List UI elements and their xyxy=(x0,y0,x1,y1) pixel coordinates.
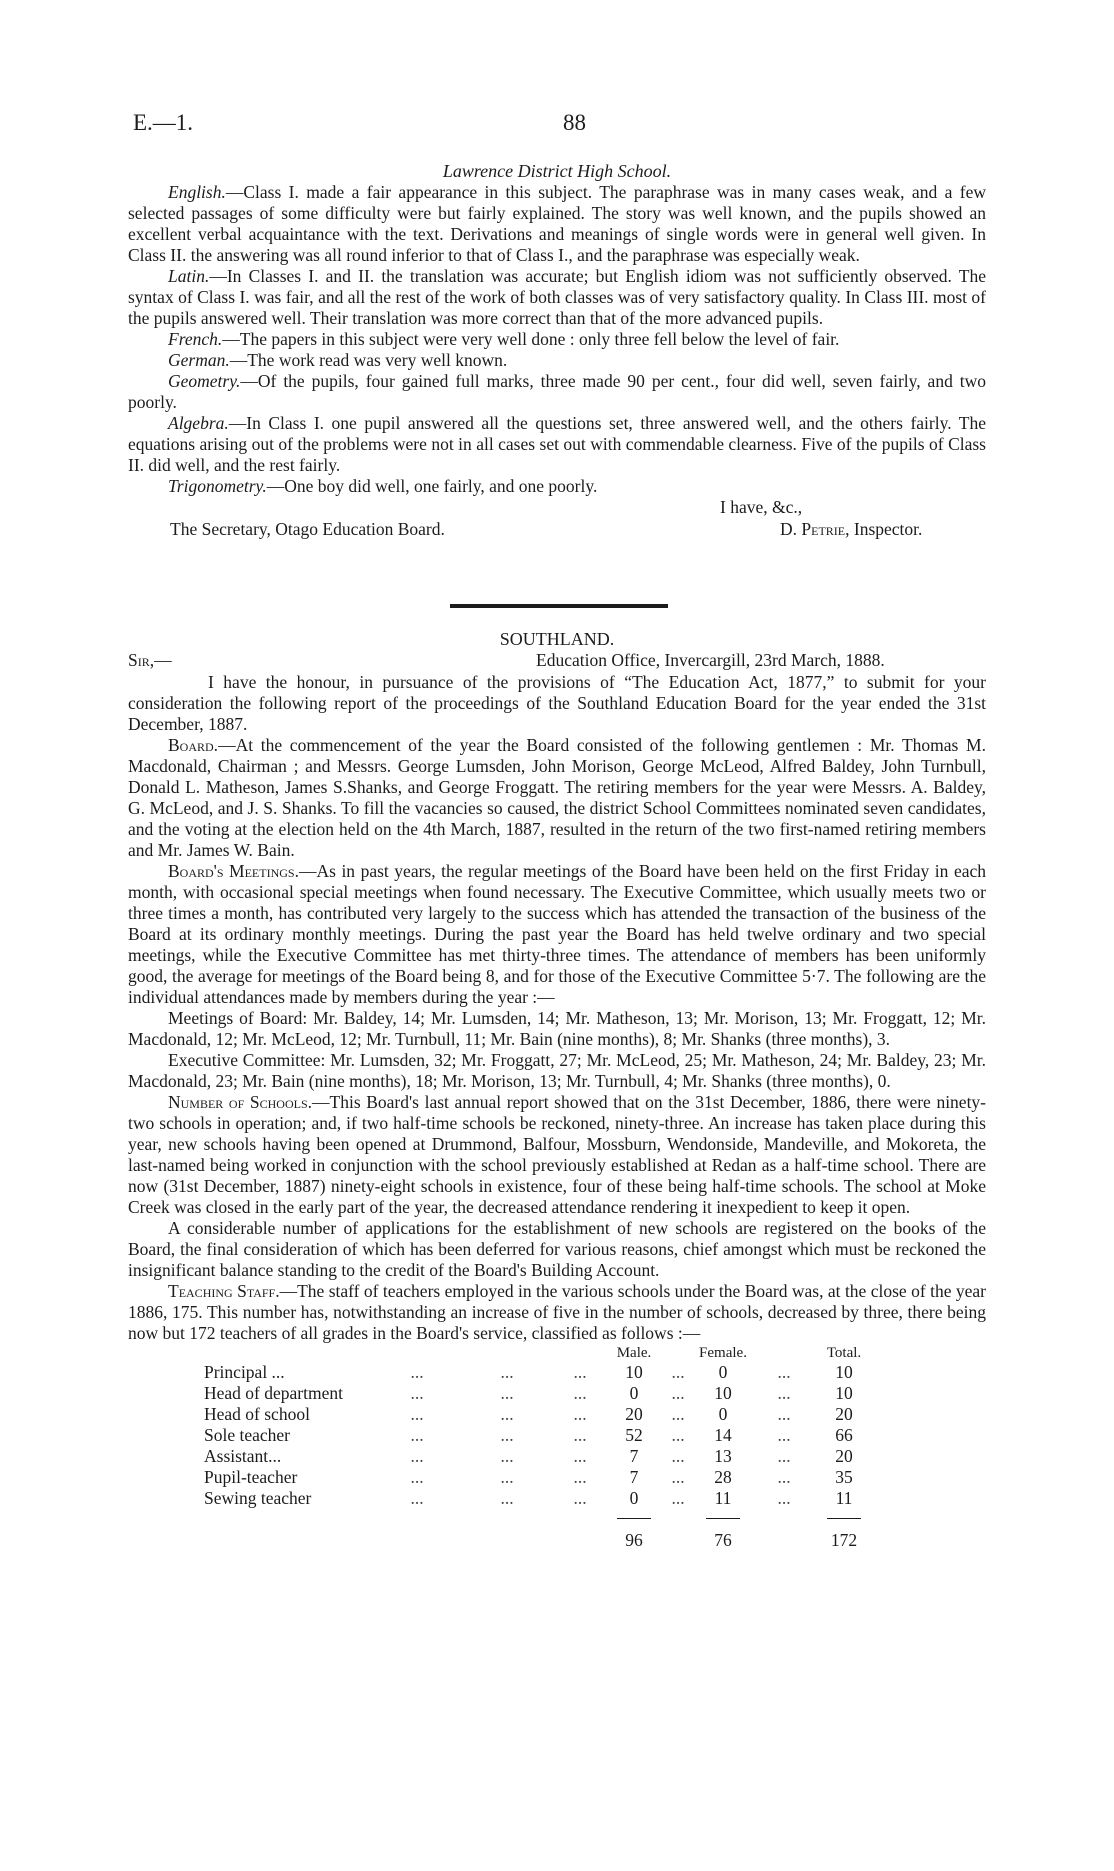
leader-dots: ... xyxy=(410,1404,424,1424)
paragraph-staff: Teaching Staff.—The staff of teachers employed in the various schools under the Board was, at the close of the year 1886, 175. This number has, notwithstanding an increase of five in the number of schools, decreased by three, there being now but 172 teachers of all grades in the Board's service, classified as follows :— xyxy=(128,1281,986,1343)
leader-dots: ... xyxy=(573,1488,587,1508)
leader-dots: ... xyxy=(777,1488,791,1508)
leader-dots: ... xyxy=(410,1488,424,1508)
leader-dots: ... xyxy=(500,1488,514,1508)
table-row xyxy=(204,1362,870,1383)
row-label: Pupil-teacher xyxy=(204,1467,298,1487)
paragraph-schools: Number of Schools.—This Board's last annual report showed that on the 31st December, 1886, there were ninety-two schools in operation; and, if two half-time schools be reckoned, ninety-three. An increase has taken place during this year, new schools having been opened at Drummond, Balfour, Mossburn, Wendonside, Mandeville, and Mokoreta, the last-named being worked in conjunction with the school previously established at Redan as a half-time school. There are now (31st December, 1887) ninety-eight schools in existence, four of these being half-time schools. The school at Moke Creek was closed in the early part of the year, the decreased attendance rendering it inexpedient to keep it open. xyxy=(128,1092,987,1217)
leader-dots: ... xyxy=(500,1446,514,1466)
cell-female: 28 xyxy=(714,1467,732,1487)
table-row xyxy=(204,1467,870,1488)
table-row xyxy=(204,1446,870,1467)
leader-dots: ... xyxy=(777,1383,791,1403)
table-header-row xyxy=(204,1344,870,1362)
cell-female: 0 xyxy=(718,1362,728,1382)
leader-dots: ... xyxy=(671,1404,685,1424)
column-header-male: Male. xyxy=(616,1345,652,1361)
leader-dots: ... xyxy=(671,1467,685,1487)
paragraph-algebra: Algebra.—In Class I. one pupil answered all the questions set, three answered well, and the others fairly. The equations arising out of the problems were not in all cases set out with commendable clearness. Five of the pupils of Class II. did well, and the rest fairly. xyxy=(128,413,986,475)
column-header-total: Total. xyxy=(826,1345,862,1361)
leader-dots: ... xyxy=(410,1467,424,1487)
cell-male: 52 xyxy=(625,1425,643,1445)
cell-female: 10 xyxy=(714,1383,732,1403)
row-label: Head of department xyxy=(204,1383,343,1403)
leader-dots: ... xyxy=(410,1383,424,1403)
paragraph-applications: A considerable number of applications for the establishment of new schools are registered on the books of the Board, the final consideration of which has been deferred for various reasons, chief amongst which must be reckoned the insignificant balance standing to the credit of the Board's Building Account. xyxy=(128,1218,986,1280)
leader-dots: ... xyxy=(671,1488,685,1508)
lawrence-report xyxy=(128,160,986,541)
total-male: 96 xyxy=(625,1530,643,1550)
leader-dots: ... xyxy=(500,1383,514,1403)
leader-dots: ... xyxy=(777,1404,791,1424)
leader-dots: ... xyxy=(500,1467,514,1487)
page-header xyxy=(128,110,986,140)
leader-dots: ... xyxy=(410,1446,424,1466)
leader-dots: ... xyxy=(573,1404,587,1424)
paragraph-latin: Latin.—In Classes I. and II. the translation was accurate; but English idiom was not sufficiently observed. The syntax of Class I. was fair, and all the rest of the work of both classes was of very satisfactory quality. In Class III. most of the pupils answered well. Their translation was more correct than that of the more advanced pupils. xyxy=(128,266,986,328)
staff-rows xyxy=(204,1362,870,1509)
paragraph-french: French.—The papers in this subject were very well done : only three fell below the level of fair. xyxy=(168,329,840,349)
table-row xyxy=(204,1383,870,1404)
table-row xyxy=(204,1404,870,1425)
staff-table xyxy=(204,1344,870,1551)
leader-dots: ... xyxy=(500,1404,514,1424)
addressee: The Secretary, Otago Education Board. xyxy=(170,519,445,539)
southland-title: SOUTHLAND. xyxy=(499,629,615,649)
leader-dots: ... xyxy=(671,1362,685,1382)
intro-paragraph: I have the honour, in pursuance of the provisions of “The Education Act, 1877,” to submit for your consideration the following report of the proceedings of the Southland Education Board for the year ended the 31st December, 1887. xyxy=(128,672,986,734)
leader-dots: ... xyxy=(410,1425,424,1445)
table-row xyxy=(204,1488,870,1509)
leader-dots: ... xyxy=(573,1362,587,1382)
paragraph-trigonometry: Trigonometry.—One boy did well, one fairly, and one poorly. xyxy=(168,476,598,496)
cell-male: 0 xyxy=(629,1383,639,1403)
leader-dots: ... xyxy=(777,1467,791,1487)
leader-dots: ... xyxy=(777,1362,791,1382)
row-label: Principal ... xyxy=(204,1362,285,1382)
cell-total: 10 xyxy=(835,1362,853,1382)
leader-dots: ... xyxy=(573,1446,587,1466)
row-label: Head of school xyxy=(204,1404,310,1424)
paragraph-meetings: Board's Meetings.—As in past years, the regular meetings of the Board have been held on the first Friday in each month, with occasional special meetings when found necessary. The Executive Committee, which usually meets two or three times a month, has contributed very largely to the success which has attended the transaction of the business of the Board at its ordinary monthly meetings. During the past year the Board has held twelve ordinary and two special meetings, while the Executive Committee has met thirty-three times. The attendance of members has been uniformly good, the average for meetings of the Board being 8, and for those of the Executive Committee 5·7. The following are the individual attendances made by members during the year :— xyxy=(128,861,986,1007)
leader-dots: ... xyxy=(500,1425,514,1445)
paragraph-geometry: Geometry.—Of the pupils, four gained full marks, three made 90 per cent., four did well, seven fairly, and two poorly. xyxy=(128,371,986,412)
closing-line: I have, &c., xyxy=(720,497,803,517)
salutation: Sir,— xyxy=(128,650,172,670)
paragraph-english: English.—Class I. made a fair appearance in this subject. The paraphrase was in many cases weak, and a few selected passages of some difficulty were but fairly explained. The story was well known, and the pupils showed an excellent verbal acquaintance with the text. Derivations and meanings of single words were in general well given. In Class II. the answering was all round inferior to that of Class I., and the paraphrase was especially weak. xyxy=(128,182,986,265)
inspector-signature: D. Petrie, Inspector. xyxy=(780,519,923,539)
total-female: 76 xyxy=(714,1530,732,1550)
leader-dots: ... xyxy=(777,1446,791,1466)
leader-dots: ... xyxy=(410,1362,424,1382)
cell-male: 7 xyxy=(629,1446,639,1466)
cell-female: 14 xyxy=(714,1425,732,1445)
cell-female: 11 xyxy=(714,1488,732,1508)
leader-dots: ... xyxy=(777,1425,791,1445)
table-row xyxy=(204,1425,870,1446)
leader-dots: ... xyxy=(671,1425,685,1445)
column-header-female: Female. xyxy=(699,1345,747,1361)
southland-report xyxy=(128,628,986,1551)
leader-dots: ... xyxy=(573,1467,587,1487)
cell-male: 20 xyxy=(625,1404,643,1424)
totals-row xyxy=(204,1509,870,1551)
row-label: Assistant... xyxy=(204,1446,282,1466)
leader-dots: ... xyxy=(671,1446,685,1466)
cell-total: 20 xyxy=(835,1446,853,1466)
paragraph-board: Board.—At the commencement of the year the Board consisted of the following gentlemen : Mr. Thomas M. Macdonald, Chairman ; and Messrs. George Lumsden, John Morison, George McLeod, Alfred Baldey, John Turnbull, Donald L. Matheson, James S.Shanks, and George Froggatt. The retiring members for the year were Messrs. A. Baldey, G. McLeod, and J. S. Shanks. To fill the vacancies so caused, the district School Committees nominated seven candidates, and the voting at the election held on the 4th March, 1887, resulted in the return of the two first-named retiring members and Mr. James W. Bain. xyxy=(128,735,986,860)
cell-female: 13 xyxy=(714,1446,732,1466)
cell-male: 0 xyxy=(629,1488,639,1508)
total-all: 172 xyxy=(830,1530,858,1550)
report-reference: E.—1. xyxy=(133,110,194,135)
cell-total: 35 xyxy=(835,1467,853,1487)
lawrence-title: Lawrence District High School. xyxy=(442,161,672,181)
row-label: Sole teacher xyxy=(204,1425,290,1445)
cell-total: 10 xyxy=(835,1383,853,1403)
leader-dots: ... xyxy=(573,1383,587,1403)
cell-male: 7 xyxy=(629,1467,639,1487)
cell-total: 11 xyxy=(835,1488,853,1508)
leader-dots: ... xyxy=(573,1425,587,1445)
cell-male: 10 xyxy=(625,1362,643,1382)
cell-total: 20 xyxy=(835,1404,853,1424)
paragraph-german: German.—The work read was very well known. xyxy=(168,350,508,370)
leader-dots: ... xyxy=(671,1383,685,1403)
section-divider xyxy=(450,604,668,608)
paragraph-board-attendance: Meetings of Board: Mr. Baldey, 14; Mr. Lumsden, 14; Mr. Matheson, 13; Mr. Morison, 13; Mr. Froggatt, 12; Mr. Macdonald, 12; Mr. McLeod, 12; Mr. Turnbull, 11; Mr. Bain (nine months), 8; Mr. Shanks (three months), 3. xyxy=(128,1008,986,1049)
leader-dots: ... xyxy=(500,1362,514,1382)
office-date: Education Office, Invercargill, 23rd March, 1888. xyxy=(536,650,885,670)
row-label: Sewing teacher xyxy=(204,1488,312,1508)
letter-heading xyxy=(128,650,986,672)
cell-total: 66 xyxy=(835,1425,853,1445)
signature-block xyxy=(128,497,986,541)
paragraph-exec-attendance: Executive Committee: Mr. Lumsden, 32; Mr. Froggatt, 27; Mr. McLeod, 25; Mr. Matheson, 24; Mr. Baldey, 23; Mr. Macdonald, 23; Mr. Bain (nine months), 18; Mr. Morison, 13; Mr. Turnbull, 4; Mr. Shanks (three months), 0. xyxy=(128,1050,986,1091)
page-number: 88 xyxy=(563,110,586,135)
cell-female: 0 xyxy=(718,1404,728,1424)
